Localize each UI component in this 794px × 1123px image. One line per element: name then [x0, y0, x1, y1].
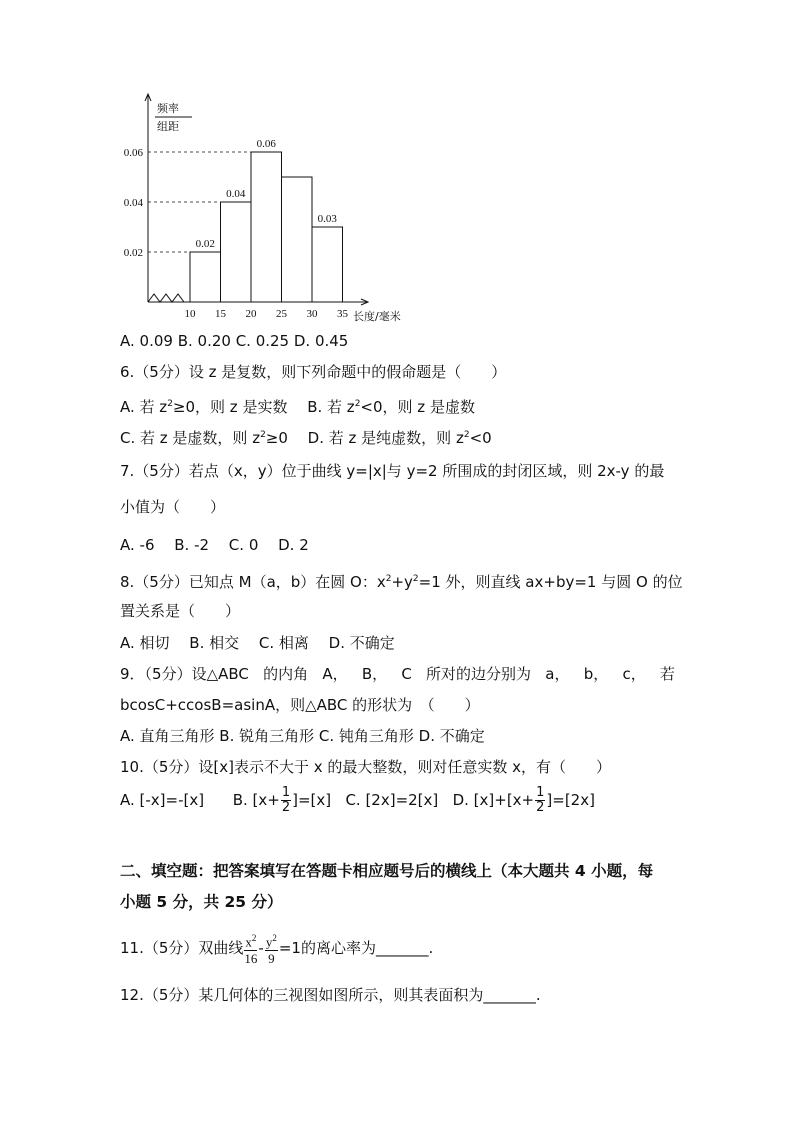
q12	[120, 985, 541, 1005]
y-tick-label: 0.04	[123, 197, 143, 209]
q10-option-b-pre: B. [x+	[232, 791, 280, 809]
x-axis-label: 长度/毫米	[353, 310, 401, 323]
frequency-histogram	[110, 92, 430, 332]
axis-break-zigzag	[148, 294, 190, 302]
q6-a-post: ≥0，则 z 是实数 B. 若 z	[172, 398, 355, 416]
bar-value-label: 0.06	[256, 138, 276, 150]
histogram-bar	[282, 177, 313, 302]
q8-stem-post: =1 外，则直线 ax+by=1 与圆 O 的位	[418, 573, 683, 591]
x-tick-label: 35	[337, 308, 348, 320]
q9-stem-line1	[120, 664, 675, 684]
q8-sq-y: 2	[412, 574, 419, 584]
q6-a-pre: A. 若 z	[120, 398, 168, 416]
q6-sq-c: 2	[260, 430, 266, 440]
q11-post: =1的离心率为	[278, 939, 376, 957]
q11-pre: 11.（5分）双曲线	[120, 939, 244, 957]
histogram-bar	[312, 227, 343, 302]
bar-value-label: 0.04	[226, 188, 246, 200]
q6-sq-b: 2	[354, 399, 361, 409]
q6-b-post: <0，则 z 是虚数	[360, 398, 475, 416]
q6-sq-d: 2	[463, 430, 470, 440]
y-tick-label: 0.02	[123, 247, 143, 259]
q9-part: B，	[361, 665, 388, 683]
q9-part: 的内角	[263, 665, 309, 683]
q8-stem-line2: 置关系是（ ）	[120, 602, 241, 620]
q9-part: C	[401, 665, 412, 683]
q12-answer-blank: _______.	[483, 986, 541, 1004]
q9-part: c，	[622, 665, 646, 683]
histogram-bar	[251, 152, 282, 302]
q6-options-ab	[120, 394, 475, 417]
q10-option-d-pre: D. [x]+[x+	[452, 791, 535, 809]
section2-heading-line2: 小题 5 分，共 25 分）	[120, 893, 283, 911]
q8-stem-pre: 8.（5分）已知点 M（a，b）在圆 O：x	[120, 573, 386, 591]
q11-minus: -	[258, 939, 264, 957]
q9-part: 9．（5分）设△ABC	[120, 665, 249, 683]
x-tick-label: 20	[245, 308, 257, 320]
x-tick-label: 25	[276, 308, 287, 320]
q9-part: 若	[659, 665, 675, 683]
histogram-bar	[221, 202, 252, 302]
bar-value-label: 0.02	[195, 238, 215, 250]
q11-answer-blank: _______.	[375, 939, 434, 957]
half-fraction: $\frac{1}{2}$	[281, 785, 291, 815]
q12-text: 12.（5分）某几何体的三视图如图所示，则其表面积为	[120, 986, 484, 1004]
q6-sq-a: 2	[167, 399, 173, 409]
q9-part: a，	[545, 665, 570, 683]
section2-heading-line1: 二、填空题：把答案填写在答题卡相应题号后的横线上（本大题共 4 小题，每	[120, 862, 654, 880]
q10-option-d-post: ]=[2x]	[546, 791, 595, 809]
q9-options: A. 直角三角形 B. 锐角三角形 C. 钝角三角形 D. 不确定	[120, 727, 485, 745]
q9-part: A，	[322, 665, 348, 683]
q6-stem: 6.（5分）设 z 是复数，则下列命题中的假命题是（ ）	[120, 363, 507, 381]
q8-sq-x: 2	[385, 574, 392, 584]
y-squared-over-9: $\frac{y^2}{9}$	[265, 933, 277, 966]
q8-stem-line1	[120, 569, 683, 592]
q6-c-pre: C. 若 z 是虚数，则 z	[120, 429, 261, 447]
q6-d-post: <0	[469, 429, 492, 447]
q11	[120, 928, 433, 968]
y-tick-label: 0.06	[123, 147, 143, 159]
y-label-top: 频率	[157, 102, 179, 115]
x-tick-label: 30	[306, 308, 318, 320]
q7-stem-line1: 7.（5分）若点（x，y）位于曲线 y=|x|与 y=2 所围成的封闭区域，则 2x-y 的最	[120, 462, 665, 480]
bar-value-label: 0.03	[317, 213, 337, 225]
q10-option-a: A. [-x]=-[x]	[120, 791, 205, 809]
q6-options-cd	[120, 425, 492, 448]
q9-part: 所对的边分别为	[426, 665, 532, 683]
histogram-bar	[190, 252, 221, 302]
x-tick-label: 15	[215, 308, 226, 320]
q10-options	[120, 782, 595, 818]
q8-stem-mid: +y	[391, 573, 413, 591]
q5-options: A. 0.09 B. 0.20 C. 0.25 D. 0.45	[120, 332, 349, 350]
q10-option-b-post: ]=[x]	[292, 791, 332, 809]
q7-options: A. -6 B. -2 C. 0 D. 2	[120, 536, 309, 554]
x-tick-label: 10	[184, 308, 196, 320]
q9-stem-line2: bcosC+ccosB=asinA，则△ABC 的形状为 （ ）	[120, 696, 480, 714]
q10-option-c: C. [2x]=2[x]	[345, 791, 439, 809]
x-squared-over-16: $\frac{x^2}{16}$	[244, 933, 258, 966]
bars-group	[190, 138, 343, 302]
y-label-bottom: 组距	[157, 120, 179, 133]
q10-stem: 10.（5分）设[x]表示不大于 x 的最大整数，则对任意实数 x，有（ ）	[120, 758, 612, 776]
ticks-group	[124, 147, 349, 320]
q8-options: A. 相切 B. 相交 C. 相离 D. 不确定	[120, 634, 395, 652]
q9-part: b，	[583, 665, 609, 683]
q7-stem-line2: 小值为（ ）	[120, 498, 226, 516]
half-fraction: $\frac{1}{2}$	[536, 785, 545, 815]
q6-c-post: ≥0 D. 若 z 是纯虚数，则 z	[265, 429, 464, 447]
